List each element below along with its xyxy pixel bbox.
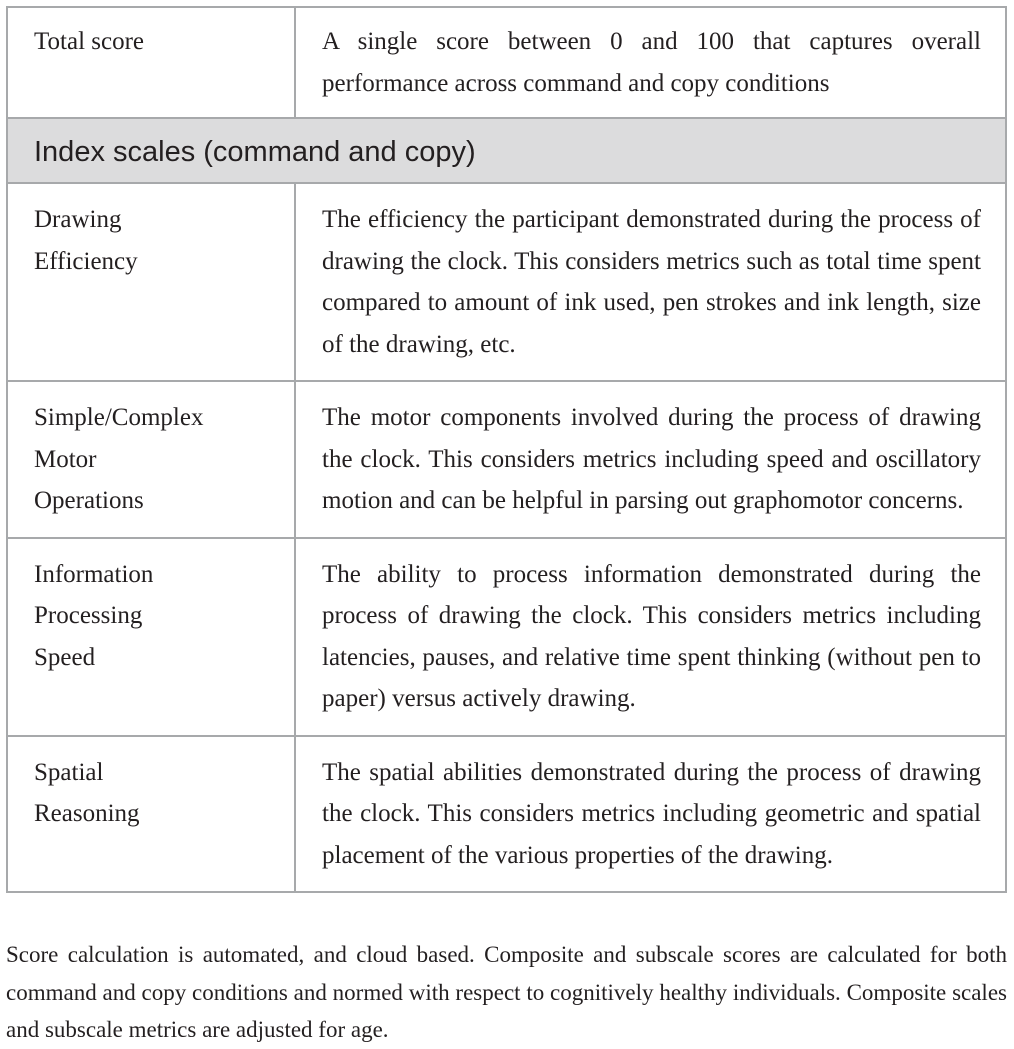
table-row [7,183,1006,381]
total-score-term: Total score [7,7,295,118]
term-line: Efficiency [34,247,138,275]
term-line: Simple/Complex [34,404,204,431]
index-scales-header: Index scales (command and copy) [7,118,1006,183]
term-line: Operations [34,487,144,514]
scales-table [6,6,1007,893]
term-line: Spatial [34,758,104,786]
total-score-description: A single score between 0 and 100 that captures overall performance across command and copy conditions [295,7,1006,118]
term-line: Information [34,560,154,588]
term-line: Drawing [34,206,122,233]
table-row [7,538,1006,736]
scale-term [7,381,295,538]
scale-term [7,538,295,736]
scale-description: The efficiency the participant demonstrated during the process of drawing the clock. This considers metrics such as total time spent compared to amount of ink used, pen strokes and ink length, size of the drawing, etc. [295,183,1006,381]
table-row [7,381,1006,538]
term-line: Speed [34,643,96,671]
term-line: Motor [34,445,97,473]
table-row [7,736,1006,893]
table-footnote: Score calculation is automated, and cloud based. Composite and subscale scores are calculated for both command and copy conditions and normed with respect to cognitively healthy individuals. Composite scales and subscale metrics are adjusted for age. [6,942,1007,1042]
total-score-row [7,7,1006,118]
scale-description: The motor components involved during the process of drawing the clock. This considers metrics including speed and oscillatory motion and can be helpful in parsing out graphomotor concerns. [295,381,1006,538]
section-header-row [7,118,1006,183]
term-line: Reasoning [34,800,140,827]
scale-description: The ability to process information demonstrated during the process of drawing the clock. This considers metrics including latencies, pauses, and relative time spent thinking (without pen to paper) versus actively drawing. [295,538,1006,736]
term-line: Processing [34,602,143,629]
scale-term [7,183,295,381]
scale-description: The spatial abilities demonstrated during the process of drawing the clock. This considers metrics including geometric and spatial placement of the various properties of the drawing. [295,736,1006,893]
scale-term [7,736,295,893]
